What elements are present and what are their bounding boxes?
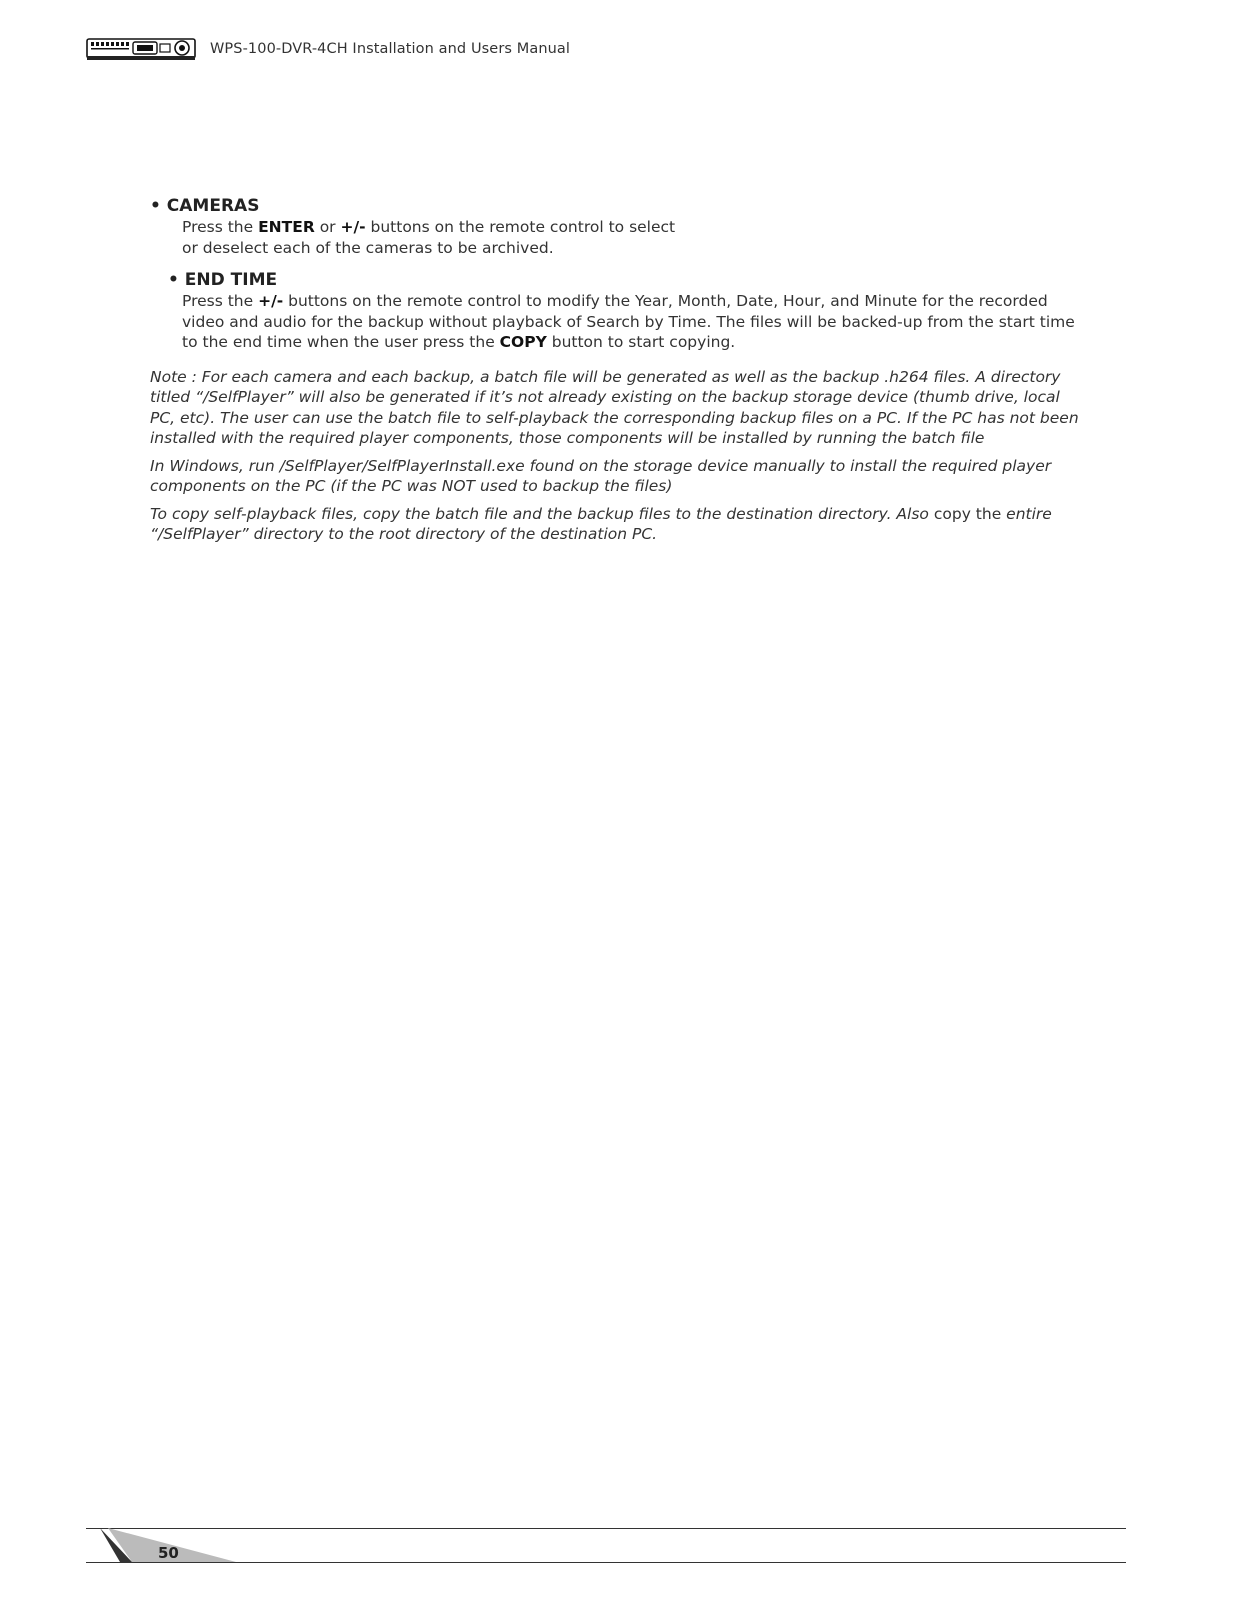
dvr-device-icon xyxy=(86,36,198,62)
note-windows-install: In Windows, run /SelfPlayer/SelfPlayerInstall.exe found on the storage device manually to install the required player components on the PC (if the PC was NOT used to backup the files) xyxy=(150,456,1052,495)
plus-minus-key-label: +/- xyxy=(258,292,284,310)
plus-minus-key-label: +/- xyxy=(340,218,366,236)
cameras-text-2: or xyxy=(314,218,341,236)
page-footer xyxy=(86,1528,1152,1564)
note-copy-files xyxy=(150,504,1080,545)
enter-key-label: ENTER xyxy=(258,218,315,236)
cameras-description xyxy=(182,217,1080,258)
note-copy-text-3: entire “/SelfPlayer” directory to the root directory of the destination PC. xyxy=(150,504,1052,543)
end-time-text-2: buttons on the remote control to modify the Year, Month, Date, Hour, and Minute for the recorded video and audio for the backup without playback of Search by Time. The files will be backed-up from the start time to the end time when the user press the xyxy=(182,292,1075,351)
end-time-description xyxy=(182,291,1080,353)
cameras-text-4: or deselect each of the cameras to be archived. xyxy=(182,238,554,257)
page-content xyxy=(150,196,1080,552)
end-time-heading: • END TIME xyxy=(168,270,278,290)
manual-title: WPS-100-DVR-4CH Installation and Users Manual xyxy=(210,41,571,57)
end-time-section xyxy=(168,270,1080,353)
note-copy-text-2: copy the xyxy=(933,504,1002,523)
note-copy-text-1: To copy self-playback files, copy the batch file and the backup files to the destination directory. Also xyxy=(150,504,934,523)
footer-decoration xyxy=(86,1528,1152,1564)
end-time-text-3: button to start copying. xyxy=(546,333,736,351)
page-number: 50 xyxy=(158,1544,179,1562)
cameras-section xyxy=(150,196,1080,258)
cameras-heading: • CAMERAS xyxy=(150,196,260,216)
page-header xyxy=(86,36,570,62)
cameras-text-3: buttons on the remote control to select xyxy=(365,218,676,236)
note-batch-file: Note : For each camera and each backup, a batch file will be generated as well as the backup .h264 files. A directory titled “/SelfPlayer” will also be generated if it’s not already existing on the backup storage device (thumb drive, local PC, etc). The user can use the batch file to self-playback the corresponding backup files on a PC. If the PC has not been installed with the required player components, those components will be installed by running the batch file xyxy=(150,367,1079,447)
cameras-text-1: Press the xyxy=(182,218,259,236)
copy-key-label: COPY xyxy=(499,333,547,351)
end-time-text-1: Press the xyxy=(182,292,259,310)
